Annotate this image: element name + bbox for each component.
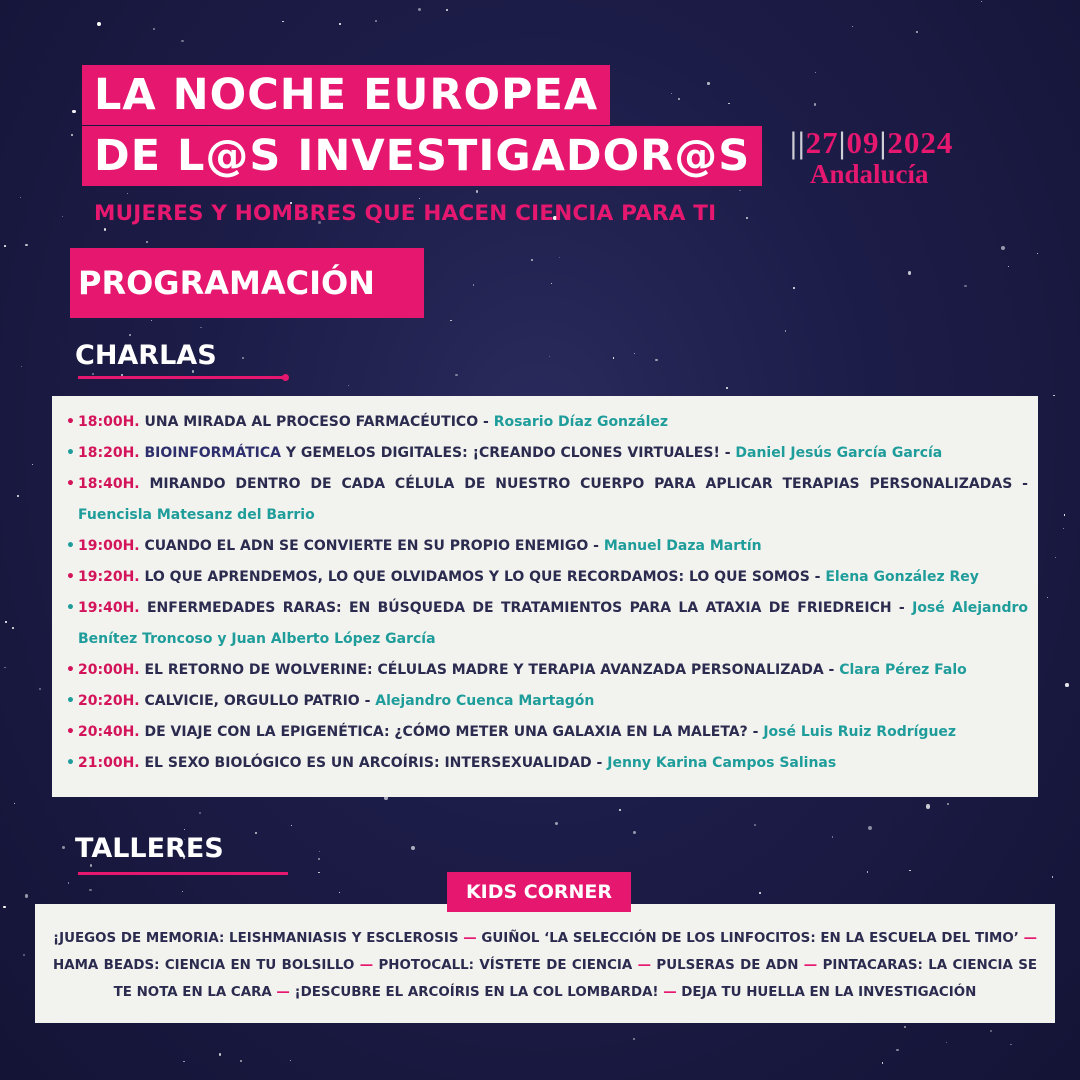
star (759, 892, 761, 894)
talk-time: 18:00H. (78, 414, 140, 430)
event-subtitle: MUJERES Y HOMBRES QUE HACEN CIENCIA PARA TI (94, 201, 717, 226)
star (1055, 557, 1056, 558)
star (3, 906, 6, 909)
star (92, 373, 94, 375)
workshop-item: PHOTOCALL: VÍSTETE DE CIENCIA (378, 958, 633, 973)
talleres-card (35, 904, 1055, 1023)
talk-speaker: Rosario Díaz González (493, 414, 669, 430)
star (62, 846, 65, 849)
star (916, 31, 918, 33)
star (21, 366, 22, 367)
star (255, 832, 257, 834)
star (146, 241, 148, 243)
star (183, 1061, 184, 1062)
star (1053, 395, 1054, 396)
star (290, 1060, 291, 1061)
talk-time: 18:20H. (78, 445, 140, 461)
star (728, 103, 730, 105)
talk-item: • 19:20H. LO QUE APRENDEMOS, LO QUE OLVIDAMOS Y LO QUE RECORDAMOS: LO QUE SOMOS - Elena González Rey (66, 562, 1028, 593)
star (1064, 514, 1065, 515)
talleres-underline (78, 872, 288, 875)
star (634, 353, 635, 354)
talk-speaker: Daniel Jesús García García (735, 445, 943, 461)
star (946, 1042, 947, 1043)
star (1010, 1044, 1011, 1045)
talk-time: 19:00H. (78, 538, 140, 554)
star (473, 284, 475, 286)
talk-title: EL RETORNO DE WOLVERINE: CÉLULAS MADRE Y TERAPIA AVANZADA PERSONALIZADA (144, 662, 824, 678)
talk-title: CUANDO EL ADN SE CONVIERTE EN SU PROPIO ENEMIGO (144, 538, 589, 554)
talk-item: • 20:00H. EL RETORNO DE WOLVERINE: CÉLULAS MADRE Y TERAPIA AVANZADA PERSONALIZADA - Clara Pérez Falo (66, 655, 1028, 686)
star (793, 287, 795, 289)
star (14, 803, 15, 804)
bullet-icon: • (66, 662, 75, 678)
charlas-heading: CHARLAS (75, 340, 217, 371)
star (815, 72, 817, 74)
workshop-item: ¡JUEGOS DE MEMORIA: LEISHMANIASIS Y ESCLEROSIS (53, 931, 459, 946)
star (25, 244, 28, 247)
talk-item: • 18:40H. MIRANDO DENTRO DE CADA CÉLULA DE NUESTRO CUERPO PARA APLICAR TERAPIAS PERSONALIZADAS - Fuencisla Matesanz del Barrio (66, 469, 1028, 531)
star (127, 193, 128, 194)
charlas-underline-dot (282, 374, 289, 381)
star (318, 858, 320, 860)
talk-title: MIRANDO DENTRO DE CADA CÉLULA DE NUESTRO CUERPO PARA APLICAR TERAPIAS PERSONALIZADAS (149, 476, 1013, 492)
star (71, 134, 73, 136)
star (1047, 597, 1048, 598)
talk-time: 21:00H. (78, 755, 140, 771)
star (559, 257, 560, 258)
bullet-icon: • (66, 414, 75, 430)
star (419, 198, 420, 199)
star (785, 330, 787, 332)
workshop-item: HAMA BEADS: CIENCIA EN TU BOLSILLO (53, 958, 355, 973)
talk-speaker: Fuencisla Matesanz del Barrio (78, 507, 315, 523)
star (1063, 528, 1064, 529)
separator-dash: — (803, 958, 818, 973)
talk-title: CALVICIE, ORGULLO PATRIO (144, 693, 360, 709)
talk-item: • 20:20H. CALVICIE, ORGULLO PATRIO - Alejandro Cuenca Martagón (66, 686, 1028, 717)
talk-speaker: Alejandro Cuenca Martagón (375, 693, 595, 709)
separator-dash: — (276, 985, 290, 1000)
star (1008, 266, 1009, 267)
date-day: 27 (805, 125, 839, 160)
talk-item: • 21:00H. EL SEXO BIOLÓGICO ES UN ARCOÍRIS: INTERSEXUALIDAD - Jenny Karina Campos Salinas (66, 748, 1028, 779)
star (1001, 246, 1005, 250)
star (868, 826, 872, 830)
star (72, 110, 75, 113)
kids-corner-label: KIDS CORNER (447, 872, 631, 912)
star (882, 1062, 884, 1064)
talk-title: EL SEXO BIOLÓGICO ES UN ARCOÍRIS: INTERSEXUALIDAD (144, 755, 592, 771)
star (89, 889, 91, 891)
star (655, 359, 657, 361)
charlas-underline (78, 376, 284, 379)
bullet-icon: • (66, 569, 75, 585)
star (814, 103, 816, 105)
bullet-icon: • (66, 538, 75, 554)
star (240, 1060, 242, 1062)
star (5, 621, 6, 622)
star (476, 190, 478, 192)
star (282, 21, 284, 23)
event-region: Andalucía (810, 159, 929, 189)
star (707, 82, 709, 84)
workshops-list (35, 904, 1055, 1006)
talk-speaker: José Luis Ruiz Rodríguez (763, 724, 957, 740)
talk-item: • 18:20H. BIOINFORMÁTICA Y GEMELOS DIGITALES: ¡CREANDO CLONES VIRTUALES! - Daniel Jesús García García (66, 438, 1028, 469)
talk-speaker: Jenny Karina Campos Salinas (607, 755, 837, 771)
star (926, 804, 930, 808)
star (62, 216, 63, 217)
star (39, 688, 41, 690)
talk-title-highlight: BIOINFORMÁTICA (144, 445, 281, 461)
talk-speaker: Manuel Daza Martín (603, 538, 762, 554)
separator-dash: — (463, 931, 477, 946)
talk-title: DE VIAJE CON LA EPIGENÉTICA: ¿CÓMO METER UNA GALAXIA EN LA MALETA? (144, 724, 748, 740)
talk-speaker: Elena González Rey (825, 569, 979, 585)
talk-time: 19:40H. (78, 600, 140, 616)
bullet-icon: • (66, 445, 75, 461)
talk-time: 20:00H. (78, 662, 140, 678)
star (339, 23, 341, 25)
star (418, 8, 421, 11)
star (754, 824, 756, 826)
star (17, 495, 19, 497)
separator-dash: — (359, 958, 374, 973)
star (151, 320, 152, 321)
date-month: 09 (846, 125, 880, 160)
star (1065, 683, 1069, 687)
star (4, 667, 6, 669)
star (446, 9, 448, 11)
talk-time: 20:20H. (78, 693, 140, 709)
workshop-item: GUIÑOL ‘LA SELECCIÓN DE LOS LINFOCITOS: EN LA ESCUELA DEL TIMO’ (481, 931, 1019, 946)
talk-time: 19:20H. (78, 569, 140, 585)
star (181, 40, 183, 42)
star (908, 271, 912, 275)
star (633, 831, 637, 835)
star (1052, 876, 1054, 878)
star (90, 864, 92, 866)
event-title-line-2: DE L@S INVESTIGADOR@S (82, 126, 762, 186)
star (411, 846, 415, 850)
star (375, 20, 377, 22)
star (219, 1053, 221, 1055)
separator-dash: — (1023, 931, 1037, 946)
event-date-block (790, 126, 953, 188)
star (964, 285, 966, 287)
star (25, 894, 28, 897)
star (990, 1030, 992, 1032)
star (981, 1, 982, 2)
star (68, 882, 69, 883)
star (199, 812, 201, 814)
star (104, 228, 106, 230)
star (726, 387, 728, 389)
talleres-heading: TALLERES (75, 833, 224, 864)
workshop-item: PINTACARAS: LA CIENCIA SE TE NOTA EN LA CARA (113, 958, 1038, 1000)
programacion-heading: PROGRAMACIÓN (70, 248, 424, 318)
talks-list (52, 396, 1038, 779)
star (867, 871, 868, 872)
date-year: 2024 (887, 125, 954, 160)
star (4, 245, 6, 247)
talk-speaker: Clara Pérez Falo (839, 662, 967, 678)
star (555, 822, 559, 826)
star (319, 851, 320, 852)
star (739, 190, 740, 191)
star (1037, 253, 1038, 254)
bullet-icon: • (66, 600, 75, 616)
star (23, 954, 25, 956)
talk-title: Y GEMELOS DIGITALES: ¡CREANDO CLONES VIRTUALES! (285, 445, 720, 461)
star (339, 892, 340, 893)
talk-title: ENFERMEDADES RARAS: EN BÚSQUEDA DE TRATAMIENTOS PARA LA ATAXIA DE FRIEDREICH (146, 600, 892, 616)
separator-dash: — (637, 958, 652, 973)
talk-title: LO QUE APRENDEMOS, LO QUE OLVIDAMOS Y LO QUE RECORDAMOS: LO QUE SOMOS (144, 569, 810, 585)
star (242, 357, 244, 359)
star (291, 825, 292, 826)
charlas-card (52, 396, 1038, 797)
star (348, 385, 349, 386)
talk-item: • 19:40H. ENFERMEDADES RARAS: EN BÚSQUEDA DE TRATAMIENTOS PARA LA ATAXIA DE FRIEDREICH - José Alejandro Benítez Troncoso y Juan Alberto López García (66, 593, 1028, 655)
star (97, 22, 101, 26)
star (531, 259, 533, 261)
talk-speaker: José Alejandro Benítez Troncoso y Juan Alberto López García (78, 600, 1029, 647)
star (182, 891, 183, 892)
star (200, 327, 201, 328)
bullet-icon: • (66, 724, 75, 740)
star (852, 26, 853, 27)
talk-title: UNA MIRADA AL PROCESO FARMACÉUTICO (144, 414, 479, 430)
star (153, 28, 155, 30)
talk-time: 20:40H. (78, 724, 140, 740)
star (12, 627, 14, 629)
star (671, 93, 672, 94)
bullet-icon: • (66, 693, 75, 709)
star (678, 98, 680, 100)
star (904, 1026, 906, 1028)
event-title-line-1: LA NOCHE EUROPEA (82, 65, 610, 125)
star (896, 1049, 899, 1052)
star (455, 374, 457, 376)
star (549, 356, 551, 358)
star (613, 357, 615, 359)
bullet-icon: • (66, 755, 75, 771)
bullet-icon: • (66, 476, 75, 492)
star (20, 197, 21, 198)
workshop-item: PULSERAS DE ADN (656, 958, 799, 973)
star (450, 320, 451, 321)
talk-time: 18:40H. (78, 476, 140, 492)
star (318, 872, 320, 874)
star (129, 334, 131, 336)
separator-dash: — (663, 985, 677, 1000)
star (551, 283, 552, 284)
star (832, 836, 833, 837)
star (619, 809, 621, 811)
talk-item: • 20:40H. DE VIAJE CON LA EPIGENÉTICA: ¿CÓMO METER UNA GALAXIA EN LA MALETA? - José Luis Ruiz Rodríguez (66, 717, 1028, 748)
event-date: ||27|09|2024 (790, 125, 954, 160)
star (947, 803, 949, 805)
workshop-item: ¡DESCUBRE EL ARCOÍRIS EN LA COL LOMBARDA! (294, 985, 659, 1000)
star (909, 870, 910, 871)
talk-item: • 19:00H. CUANDO EL ADN SE CONVIERTE EN SU PROPIO ENEMIGO - Manuel Daza Martín (66, 531, 1028, 562)
talk-item: • 18:00H. UNA MIRADA AL PROCESO FARMACÉUTICO - Rosario Díaz González (66, 407, 1028, 438)
star (184, 829, 185, 830)
star (633, 1038, 635, 1040)
star (32, 464, 33, 465)
workshop-item: DEJA TU HUELLA EN LA INVESTIGACIÓN (681, 985, 977, 1000)
star (746, 217, 748, 219)
